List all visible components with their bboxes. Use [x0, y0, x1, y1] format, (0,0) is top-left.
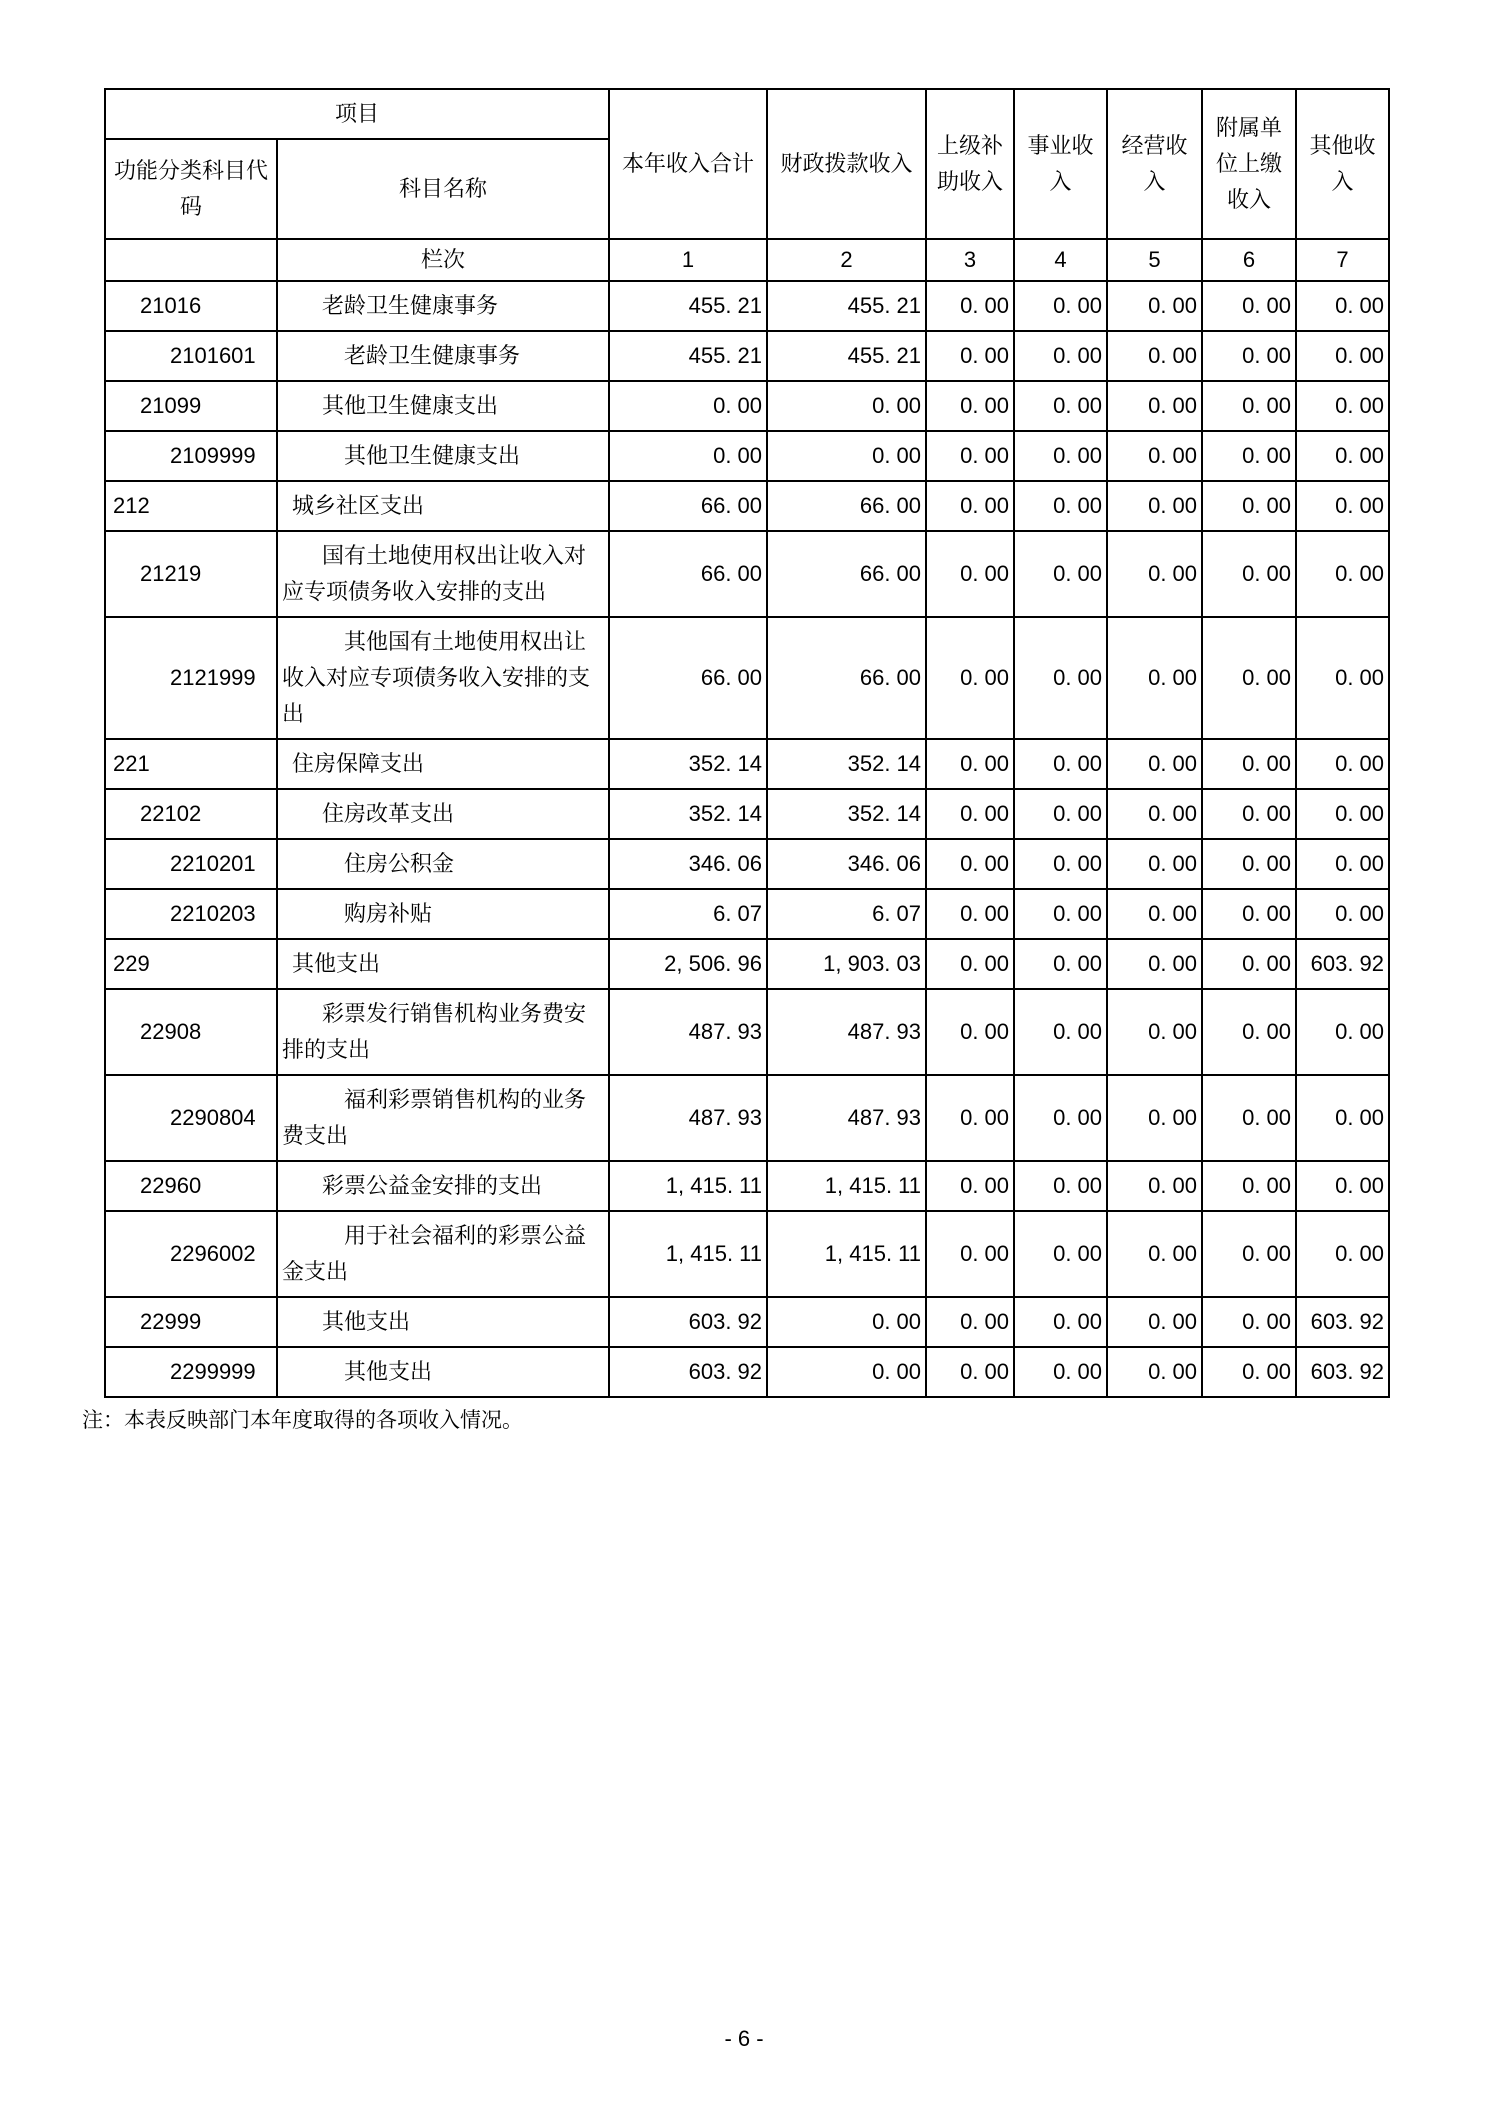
- amount-cell: 66. 00: [767, 481, 926, 531]
- amount-cell: 0. 00: [1296, 989, 1389, 1075]
- amount-cell: 0. 00: [926, 1297, 1014, 1347]
- function-code-cell: 22908: [105, 989, 277, 1075]
- amount-cell: 66. 00: [609, 481, 767, 531]
- amount-cell: 0. 00: [1202, 617, 1296, 739]
- amount-cell: 455. 21: [609, 331, 767, 381]
- table-row: [105, 1211, 1389, 1297]
- subject-name-cell: 城乡社区支出: [277, 481, 609, 531]
- amount-cell: 0. 00: [1107, 839, 1202, 889]
- subject-name-cell: 住房保障支出: [277, 739, 609, 789]
- amount-cell: 0. 00: [1202, 789, 1296, 839]
- amount-cell: 0. 00: [767, 431, 926, 481]
- amount-cell: 352. 14: [609, 789, 767, 839]
- amount-cell: 1, 415. 11: [767, 1161, 926, 1211]
- function-code-cell: 212: [105, 481, 277, 531]
- amount-cell: 0. 00: [926, 889, 1014, 939]
- amount-cell: 66. 00: [609, 531, 767, 617]
- amount-cell: 0. 00: [1014, 481, 1107, 531]
- amount-cell: 0. 00: [1014, 889, 1107, 939]
- amount-cell: 0. 00: [926, 1347, 1014, 1397]
- amount-cell: 0. 00: [1202, 1347, 1296, 1397]
- subject-name-cell: 福利彩票销售机构的业务费支出: [277, 1075, 609, 1161]
- amount-cell: 0. 00: [1202, 381, 1296, 431]
- amount-cell: 0. 00: [1107, 617, 1202, 739]
- table-row: [105, 989, 1389, 1075]
- amount-cell: 487. 93: [609, 1075, 767, 1161]
- amount-cell: 0. 00: [1107, 989, 1202, 1075]
- amount-cell: 0. 00: [1107, 1161, 1202, 1211]
- column-number-cell: 2: [767, 239, 926, 281]
- amount-cell: 0. 00: [1202, 481, 1296, 531]
- function-code-cell: 22102: [105, 789, 277, 839]
- amount-cell: 0. 00: [1014, 331, 1107, 381]
- table-row: [105, 739, 1389, 789]
- subject-name-cell: 老龄卫生健康事务: [277, 281, 609, 331]
- amount-cell: 0. 00: [1014, 739, 1107, 789]
- subject-name-cell: 老龄卫生健康事务: [277, 331, 609, 381]
- amount-cell: 0. 00: [1014, 281, 1107, 331]
- amount-cell: 0. 00: [1014, 1075, 1107, 1161]
- amount-cell: 0. 00: [1014, 839, 1107, 889]
- amount-cell: 6. 07: [609, 889, 767, 939]
- function-code-cell: 2121999: [105, 617, 277, 739]
- amount-cell: 0. 00: [1014, 1347, 1107, 1397]
- function-code-cell: 21219: [105, 531, 277, 617]
- amount-cell: 0. 00: [1202, 989, 1296, 1075]
- subject-name-cell: 住房改革支出: [277, 789, 609, 839]
- amount-cell: 0. 00: [1014, 789, 1107, 839]
- function-code-cell: 2290804: [105, 1075, 277, 1161]
- amount-cell: 0. 00: [1107, 739, 1202, 789]
- amount-cell: 352. 14: [767, 789, 926, 839]
- subject-name-cell: 彩票公益金安排的支出: [277, 1161, 609, 1211]
- income-table-container: [82, 88, 1390, 1436]
- amount-cell: 0. 00: [1202, 431, 1296, 481]
- amount-cell: 0. 00: [1296, 1075, 1389, 1161]
- amount-cell: 0. 00: [1014, 1161, 1107, 1211]
- function-code-cell: 22960: [105, 1161, 277, 1211]
- page-number: - 6 -: [724, 2026, 764, 2051]
- amount-cell: 0. 00: [1107, 481, 1202, 531]
- column-index-row: [105, 239, 1389, 281]
- amount-cell: 1, 415. 11: [609, 1211, 767, 1297]
- amount-cell: 0. 00: [1014, 1211, 1107, 1297]
- amount-cell: 66. 00: [609, 617, 767, 739]
- amount-cell: 0. 00: [1014, 431, 1107, 481]
- amount-cell: 0. 00: [926, 789, 1014, 839]
- subject-name-cell: 国有土地使用权出让收入对应专项债务收入安排的支出: [277, 531, 609, 617]
- table-row: [105, 889, 1389, 939]
- table-row: [105, 531, 1389, 617]
- amount-cell: 0. 00: [1107, 1211, 1202, 1297]
- amount-cell: 0. 00: [926, 1161, 1014, 1211]
- lanci-cell: 栏次: [277, 239, 609, 281]
- table-row: [105, 617, 1389, 739]
- amount-cell: 0. 00: [1296, 789, 1389, 839]
- amount-cell: 603. 92: [1296, 1347, 1389, 1397]
- amount-cell: 0. 00: [1202, 281, 1296, 331]
- table-row: [105, 789, 1389, 839]
- amount-cell: 455. 21: [767, 281, 926, 331]
- amount-cell: 0. 00: [1296, 381, 1389, 431]
- column-header-fiscal-appropriation: 财政拨款收入: [767, 89, 926, 239]
- amount-cell: 0. 00: [1014, 381, 1107, 431]
- amount-cell: 0. 00: [1014, 531, 1107, 617]
- function-code-cell: 2296002: [105, 1211, 277, 1297]
- function-code-cell: 2299999: [105, 1347, 277, 1397]
- column-header-superior-subsidy: 上级补助收入: [926, 89, 1014, 239]
- amount-cell: 487. 93: [767, 989, 926, 1075]
- amount-cell: 0. 00: [1202, 889, 1296, 939]
- amount-cell: 487. 93: [767, 1075, 926, 1161]
- amount-cell: 0. 00: [1296, 1161, 1389, 1211]
- amount-cell: 0. 00: [926, 431, 1014, 481]
- function-code-cell: 2210201: [105, 839, 277, 889]
- function-code-cell: 2210203: [105, 889, 277, 939]
- amount-cell: 0. 00: [926, 531, 1014, 617]
- amount-cell: 0. 00: [1296, 331, 1389, 381]
- amount-cell: 0. 00: [1107, 531, 1202, 617]
- table-footnote: 注：本表反映部门本年度取得的各项收入情况。: [82, 1409, 523, 1432]
- amount-cell: 603. 92: [1296, 1297, 1389, 1347]
- amount-cell: 66. 00: [767, 617, 926, 739]
- table-row: [105, 431, 1389, 481]
- subject-name-cell: 住房公积金: [277, 839, 609, 889]
- function-code-cell: 21099: [105, 381, 277, 431]
- function-code-cell: 2109999: [105, 431, 277, 481]
- amount-cell: 0. 00: [1107, 1075, 1202, 1161]
- empty-cell: [105, 239, 277, 281]
- function-code-cell: 221: [105, 739, 277, 789]
- amount-cell: 603. 92: [609, 1297, 767, 1347]
- function-code-cell: 22999: [105, 1297, 277, 1347]
- amount-cell: 1, 415. 11: [767, 1211, 926, 1297]
- amount-cell: 0. 00: [1296, 617, 1389, 739]
- amount-cell: 0. 00: [1107, 789, 1202, 839]
- amount-cell: 603. 92: [1296, 939, 1389, 989]
- column-number-cell: 6: [1202, 239, 1296, 281]
- table-row: [105, 381, 1389, 431]
- amount-cell: 0. 00: [609, 431, 767, 481]
- column-header-other-income: 其他收入: [1296, 89, 1389, 239]
- function-code-cell: 229: [105, 939, 277, 989]
- amount-cell: 0. 00: [767, 1347, 926, 1397]
- amount-cell: 0. 00: [926, 1075, 1014, 1161]
- column-header-affiliated-unit-income: 附属单位上缴收入: [1202, 89, 1296, 239]
- amount-cell: 0. 00: [926, 281, 1014, 331]
- amount-cell: 0. 00: [1202, 939, 1296, 989]
- subject-name-cell: 其他支出: [277, 1297, 609, 1347]
- code-header-cell: 功能分类科目代码: [105, 139, 277, 239]
- function-code-cell: 2101601: [105, 331, 277, 381]
- amount-cell: 0. 00: [1296, 281, 1389, 331]
- amount-cell: 0. 00: [1202, 331, 1296, 381]
- amount-cell: 0. 00: [1202, 1075, 1296, 1161]
- column-number-cell: 1: [609, 239, 767, 281]
- amount-cell: 0. 00: [1202, 739, 1296, 789]
- amount-cell: 0. 00: [1014, 617, 1107, 739]
- amount-cell: 0. 00: [926, 839, 1014, 889]
- amount-cell: 455. 21: [609, 281, 767, 331]
- amount-cell: 0. 00: [926, 381, 1014, 431]
- project-header-cell: 项目: [105, 89, 609, 139]
- amount-cell: 0. 00: [926, 739, 1014, 789]
- amount-cell: 0. 00: [1296, 1211, 1389, 1297]
- table-row: [105, 939, 1389, 989]
- amount-cell: 0. 00: [1107, 1297, 1202, 1347]
- amount-cell: 0. 00: [1296, 889, 1389, 939]
- column-number-cell: 3: [926, 239, 1014, 281]
- amount-cell: 0. 00: [1107, 889, 1202, 939]
- table-row: [105, 839, 1389, 889]
- amount-cell: 0. 00: [1107, 431, 1202, 481]
- income-table: [104, 88, 1390, 1398]
- amount-cell: 1, 903. 03: [767, 939, 926, 989]
- subject-name-cell: 其他支出: [277, 1347, 609, 1397]
- column-number-cell: 4: [1014, 239, 1107, 281]
- amount-cell: 0. 00: [1296, 839, 1389, 889]
- amount-cell: 0. 00: [1202, 1297, 1296, 1347]
- table-row: [105, 1347, 1389, 1397]
- table-row: [105, 331, 1389, 381]
- table-row: [105, 1075, 1389, 1161]
- subject-name-cell: 其他国有土地使用权出让收入对应专项债务收入安排的支出: [277, 617, 609, 739]
- amount-cell: 346. 06: [609, 839, 767, 889]
- amount-cell: 0. 00: [926, 481, 1014, 531]
- amount-cell: 603. 92: [609, 1347, 767, 1397]
- subject-name-header-cell: 科目名称: [277, 139, 609, 239]
- function-code-cell: 21016: [105, 281, 277, 331]
- income-table-body: [105, 281, 1389, 1397]
- amount-cell: 66. 00: [767, 531, 926, 617]
- amount-cell: 0. 00: [926, 617, 1014, 739]
- column-number-cell: 7: [1296, 239, 1389, 281]
- amount-cell: 455. 21: [767, 331, 926, 381]
- column-header-operating-income: 经营收入: [1107, 89, 1202, 239]
- amount-cell: 0. 00: [1296, 739, 1389, 789]
- table-row: [105, 481, 1389, 531]
- amount-cell: 0. 00: [1202, 1161, 1296, 1211]
- amount-cell: 0. 00: [1014, 989, 1107, 1075]
- amount-cell: 0. 00: [1202, 531, 1296, 617]
- table-row: [105, 1297, 1389, 1347]
- amount-cell: 0. 00: [767, 381, 926, 431]
- subject-name-cell: 其他卫生健康支出: [277, 381, 609, 431]
- amount-cell: 487. 93: [609, 989, 767, 1075]
- amount-cell: 0. 00: [767, 1297, 926, 1347]
- amount-cell: 0. 00: [1107, 939, 1202, 989]
- amount-cell: 352. 14: [767, 739, 926, 789]
- amount-cell: 0. 00: [926, 939, 1014, 989]
- table-row: [105, 281, 1389, 331]
- subject-name-cell: 购房补贴: [277, 889, 609, 939]
- amount-cell: 0. 00: [1296, 431, 1389, 481]
- amount-cell: 0. 00: [1202, 1211, 1296, 1297]
- amount-cell: 0. 00: [1107, 1347, 1202, 1397]
- amount-cell: 0. 00: [1014, 1297, 1107, 1347]
- subject-name-cell: 用于社会福利的彩票公益金支出: [277, 1211, 609, 1297]
- column-number-cell: 5: [1107, 239, 1202, 281]
- subject-name-cell: 彩票发行销售机构业务费安排的支出: [277, 989, 609, 1075]
- amount-cell: 0. 00: [1107, 381, 1202, 431]
- amount-cell: 2, 506. 96: [609, 939, 767, 989]
- amount-cell: 0. 00: [609, 381, 767, 431]
- amount-cell: 0. 00: [1202, 839, 1296, 889]
- amount-cell: 0. 00: [926, 989, 1014, 1075]
- column-header-total-income: 本年收入合计: [609, 89, 767, 239]
- amount-cell: 0. 00: [1296, 531, 1389, 617]
- amount-cell: 0. 00: [1014, 939, 1107, 989]
- amount-cell: 6. 07: [767, 889, 926, 939]
- column-header-business-income: 事业收入: [1014, 89, 1107, 239]
- amount-cell: 0. 00: [926, 331, 1014, 381]
- table-row: [105, 1161, 1389, 1211]
- amount-cell: 0. 00: [1107, 281, 1202, 331]
- amount-cell: 0. 00: [926, 1211, 1014, 1297]
- income-table-head: [105, 89, 1389, 281]
- subject-name-cell: 其他支出: [277, 939, 609, 989]
- header-row-project: [105, 89, 1389, 139]
- amount-cell: 0. 00: [1296, 481, 1389, 531]
- amount-cell: 346. 06: [767, 839, 926, 889]
- amount-cell: 352. 14: [609, 739, 767, 789]
- amount-cell: 1, 415. 11: [609, 1161, 767, 1211]
- subject-name-cell: 其他卫生健康支出: [277, 431, 609, 481]
- amount-cell: 0. 00: [1107, 331, 1202, 381]
